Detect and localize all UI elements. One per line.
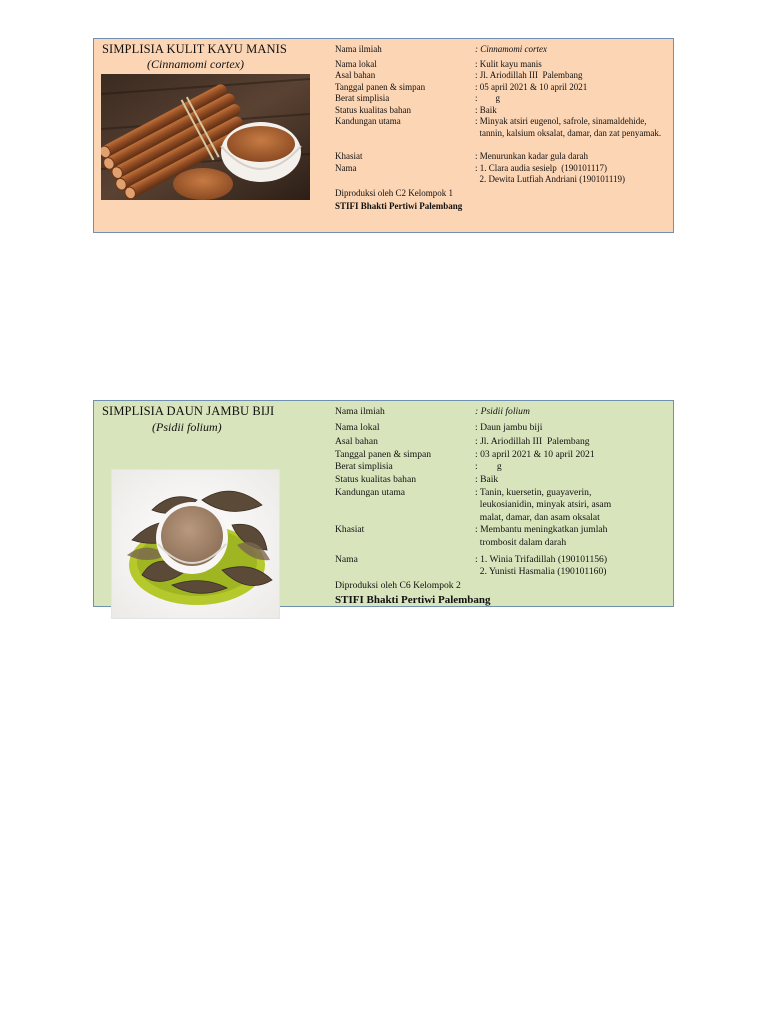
field-key: Berat simplisia [335, 461, 393, 473]
field-row-nama-ilmiah [335, 406, 670, 419]
field-key: Asal bahan [335, 70, 376, 80]
field-key: Khasiat [335, 524, 365, 536]
field-key: Status kualitas bahan [335, 473, 416, 485]
field-row-khasiat [335, 524, 670, 549]
field-row-berat [335, 461, 670, 474]
field-row-nama-lokal [335, 422, 670, 435]
field-row-nama [335, 554, 670, 579]
field-key: Kandungan utama [335, 116, 401, 126]
card-title: SIMPLISIA DAUN JAMBU BIJI [102, 404, 275, 418]
field-row-berat [335, 93, 670, 105]
field-row-nama-ilmiah [335, 44, 670, 56]
field-row-kandungan [335, 487, 670, 525]
field-value: : Psidii folium [475, 406, 530, 417]
field-key: Berat simplisia [335, 93, 390, 103]
label-card-cinnamon [93, 38, 674, 233]
card-subtitle: (Cinnamomi cortex) [147, 57, 244, 71]
field-row-status [335, 474, 670, 487]
field-value: : Baik [475, 473, 499, 485]
institution-name: STIFI Bhakti Pertiwi Palembang [335, 594, 491, 607]
field-key: Nama ilmiah [335, 406, 385, 417]
institution-name: STIFI Bhakti Pertiwi Palembang [335, 201, 463, 211]
field-key: Khasiat [335, 151, 363, 161]
field-value: : Baik [475, 104, 497, 115]
field-value: : Jl. Ariodillah III Palembang [475, 436, 590, 448]
field-value: : 05 april 2021 & 10 april 2021 [475, 81, 588, 92]
card-title: SIMPLISIA KULIT KAYU MANIS [102, 42, 287, 56]
field-key: Tanggal panen & simpan [335, 448, 432, 460]
field-key: Tanggal panen & simpan [335, 81, 426, 92]
field-row-tanggal [335, 449, 670, 462]
field-value: : Daun jambu biji [475, 421, 543, 433]
info-table [335, 44, 670, 213]
field-key: Nama [335, 553, 358, 565]
field-value: : g [475, 93, 501, 103]
field-row-asal-bahan [335, 436, 670, 449]
field-row-asal-bahan [335, 70, 670, 82]
field-row-tanggal [335, 82, 670, 94]
field-key: Status kualitas bahan [335, 104, 411, 115]
field-value: : Jl. Ariodillah III Palembang [475, 70, 583, 80]
info-table [335, 406, 670, 607]
field-row-nama-lokal [335, 59, 670, 71]
field-key: Nama lokal [335, 421, 380, 433]
field-value: : Membantu meningkatkan jumlah trombosit dalam darah [475, 524, 608, 548]
field-key: Asal bahan [335, 436, 378, 448]
field-key: Nama lokal [335, 58, 377, 69]
guava-leaf-photo [111, 469, 280, 619]
field-key: Kandungan utama [335, 486, 406, 498]
field-value: : g [475, 461, 502, 473]
field-value: : 1. Clara audia sesielp (190101117) 2. Dewita Lutfiah Andriani (190101119) [475, 162, 626, 184]
field-row-nama [335, 163, 670, 186]
field-row-kandungan [335, 116, 670, 139]
produced-by: Diproduksi oleh C2 Kelompok 1 [335, 187, 453, 198]
cinnamon-photo [101, 74, 310, 200]
field-value: : 03 april 2021 & 10 april 2021 [475, 448, 595, 460]
field-value: : Kulit kayu manis [475, 58, 542, 69]
field-value: : Minyak atsiri eugenol, safrole, sinamaldehide, tannin, kalsium oksalat, damar, dan zat penyamak. [475, 116, 662, 138]
field-value: : Tanin, kuersetin, guayaverin, leukosianidin, minyak atsiri, asam malat, damar, dan asam oksalat [475, 486, 612, 523]
field-value: : Cinnamomi cortex [475, 44, 547, 54]
field-row-status [335, 105, 670, 117]
field-key: Nama ilmiah [335, 44, 382, 54]
field-value: : Menurunkan kadar gula darah [475, 151, 588, 161]
produced-by: Diproduksi oleh C6 Kelompok 2 [335, 579, 461, 591]
field-key: Nama [335, 162, 357, 173]
card-subtitle: (Psidii folium) [152, 420, 222, 434]
field-value: : 1. Winia Trifadillah (190101156) 2. Yunisti Hasmalia (190101160) [475, 553, 608, 578]
field-row-khasiat [335, 151, 670, 163]
